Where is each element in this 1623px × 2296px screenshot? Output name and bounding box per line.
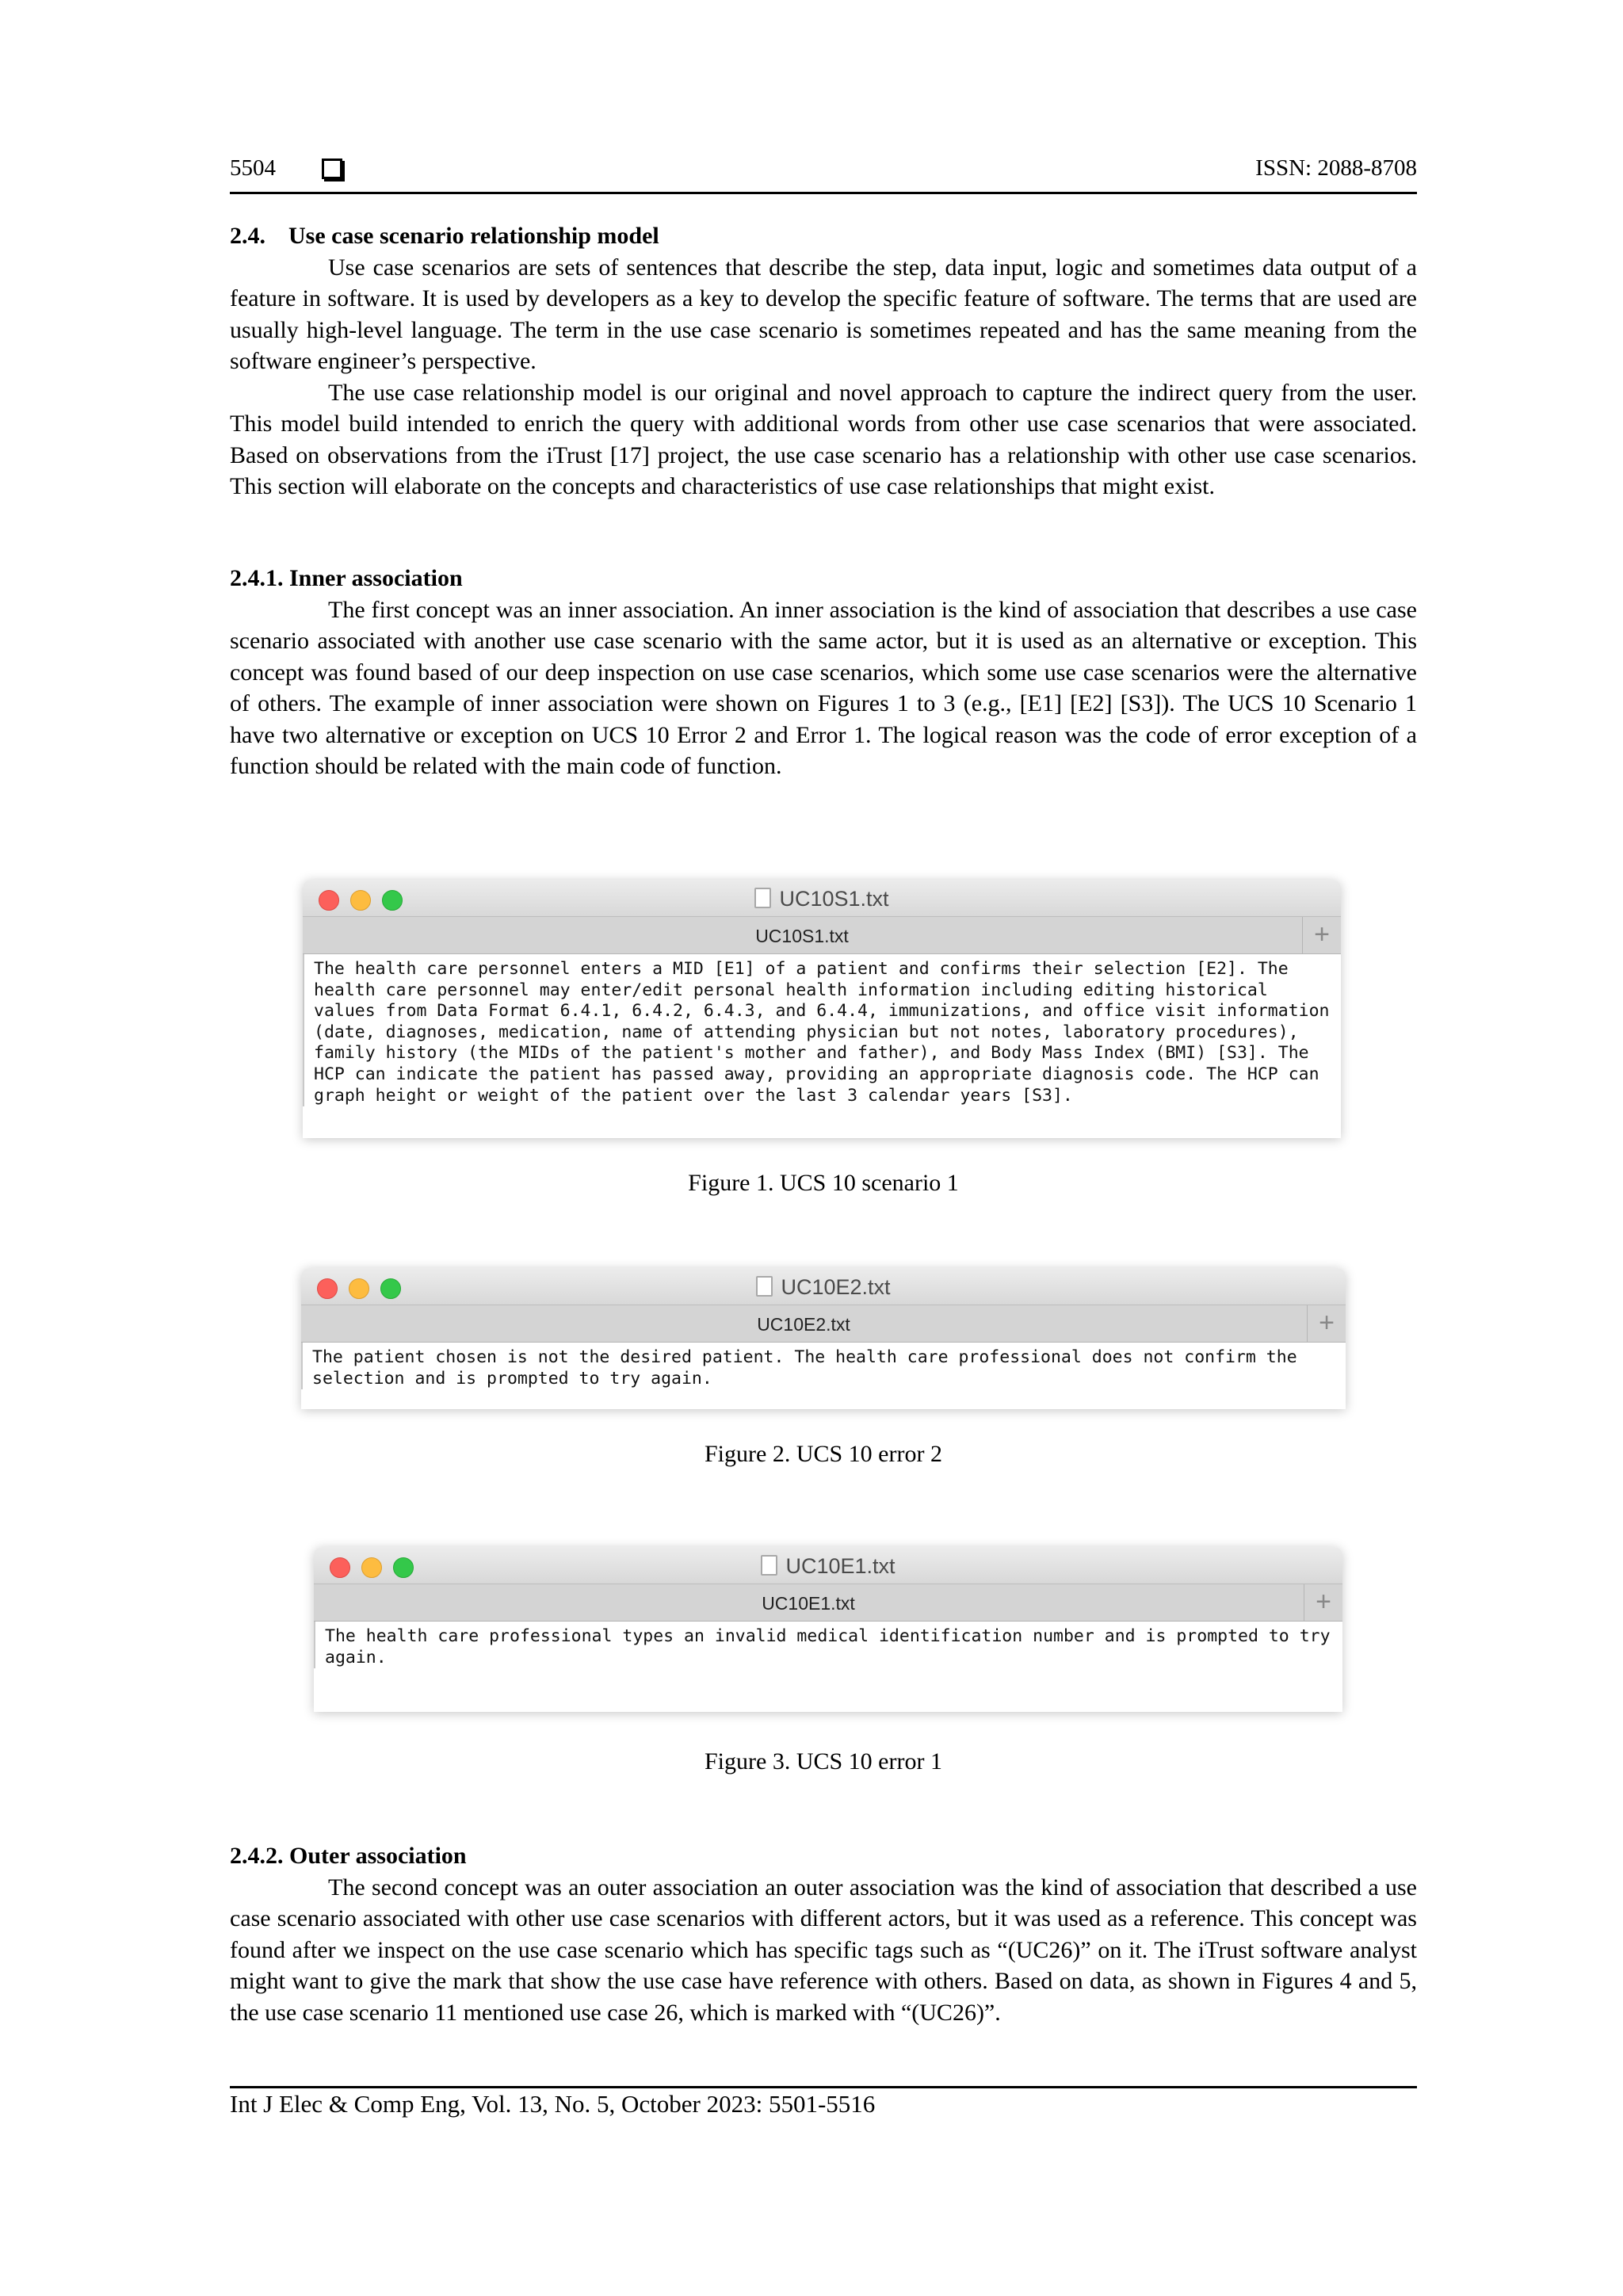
paragraph: The use case relationship model is our original and novel approach to capture the indirect query from the user. This model build intended to enrich the query with additional words from other use case scenarios that were associated. Based on observations from the iTrust [17] project, the use case scenario has a relationship with other use case scenarios. This section will elaborate on the concepts and characteristics of use case relationships that might exist. xyxy=(230,379,1417,499)
section-2-4-2 xyxy=(230,1840,1417,2028)
figure-caption: Figure 1. UCS 10 scenario 1 xyxy=(688,1170,959,1196)
tab[interactable]: UC10E2.txt xyxy=(757,1314,850,1335)
file-icon xyxy=(761,1555,777,1576)
section-2-4-1 xyxy=(230,563,1417,782)
plus-icon[interactable]: + xyxy=(1307,1305,1346,1342)
text-editor-window xyxy=(301,1268,1346,1409)
subsection-heading: 2.4.2. Outer association xyxy=(230,1843,467,1869)
page-number: 5504 xyxy=(230,155,276,181)
window-title-text: UC10E1.txt xyxy=(785,1554,896,1578)
file-content[interactable]: The health care professional types an invalid medical identification number and is prompted to try again. xyxy=(314,1622,1342,1668)
subsection-heading: 2.4.1. Inner association xyxy=(230,565,463,591)
file-content[interactable]: The patient chosen is not the desired patient. The health care professional does not confirm the selection and is prompted to try again. xyxy=(301,1343,1346,1389)
figure-caption: Figure 3. UCS 10 error 1 xyxy=(705,1748,942,1775)
window-title xyxy=(303,887,1341,911)
tab[interactable]: UC10S1.txt xyxy=(755,926,849,946)
plus-icon[interactable]: + xyxy=(1302,917,1341,953)
page-header xyxy=(230,155,1417,194)
paragraph: Use case scenarios are sets of sentences that describe the step, data input, logic and sometimes data output of a feature in software. It is used by developers as a key to develop the specific feature of software. The terms that are used are usually high-level language. The term in the use case scenario is sometimes repeated and has the same meaning from the software engineer’s perspective. xyxy=(230,254,1417,374)
window-titlebar xyxy=(303,880,1341,917)
paragraph: The first concept was an inner association. An inner association is the kind of association that describes a use case scenario associated with another use case scenario with the same actor, but it is used as an alternative or exception. This concept was found based of our deep inspection on use case scenarios, which some use case scenarios were the alternative of others. The example of inner association were shown on Figures 1 to 3 (e.g., [E1] [E2] [S3]). The UCS 10 Scenario 1 have two alternative or exception on UCS 10 Error 2 and Error 1. The logical reason was the code of error exception of a function should be related with the main code of function. xyxy=(230,596,1417,779)
text-editor-window xyxy=(303,880,1341,1138)
section-2-4 xyxy=(230,220,1417,502)
window-title xyxy=(301,1275,1346,1300)
window-titlebar xyxy=(301,1268,1346,1305)
tab[interactable]: UC10E1.txt xyxy=(762,1593,855,1614)
file-content[interactable]: The health care personnel enters a MID [E1] of a patient and confirms their selection [E2]. The health care personnel may enter/edit personal health information including editing historical values from Data Format 6.4.1, 6.4.2, 6.4.3, and 6.4.4, immunizations, and office visit information (date, diagnoses, medication, name of attending physician but not notes, laboratory procedures), family history (the MIDs of the patient's mother and father), and Body Mass Index (BMI) [S3]. The HCP can indicate the patient has passed away, providing an appropriate diagnosis code. The HCP can graph height or weight of the patient over the last 3 calendar years [S3]. xyxy=(303,954,1341,1106)
section-heading xyxy=(230,220,1417,252)
window-title-text: UC10E2.txt xyxy=(781,1275,891,1299)
square-bullet-icon xyxy=(322,159,342,179)
figure-caption: Figure 2. UCS 10 error 2 xyxy=(705,1441,942,1467)
page-footer: Int J Elec & Comp Eng, Vol. 13, No. 5, October 2023: 5501-5516 xyxy=(230,2086,1417,2118)
plus-icon[interactable]: + xyxy=(1304,1584,1342,1621)
text-editor-window xyxy=(314,1547,1342,1712)
section-title: Use case scenario relationship model xyxy=(288,223,659,249)
window-titlebar xyxy=(314,1547,1342,1584)
file-icon xyxy=(756,1276,773,1297)
issn: ISSN: 2088-8708 xyxy=(1255,155,1417,181)
tab-bar xyxy=(303,917,1341,954)
paragraph: The second concept was an outer association an outer association was the kind of association that described a use case scenario associated with other use case scenarios with different actors, but it was used as a reference. This concept was found after we inspect on the use case scenario which has specific tags such as “(UC26)” on it. The iTrust software analyst might want to give the mark that show the use case have reference with others. Based on data, as shown in Figures 4 and 5, the use case scenario 11 mentioned use case 26, which is marked with “(UC26)”. xyxy=(230,1874,1417,2026)
section-number: 2.4. xyxy=(230,223,265,249)
file-icon xyxy=(754,888,771,908)
tab-bar xyxy=(314,1584,1342,1622)
window-title-text: UC10S1.txt xyxy=(779,887,889,911)
window-title xyxy=(314,1554,1342,1579)
tab-bar xyxy=(301,1305,1346,1343)
